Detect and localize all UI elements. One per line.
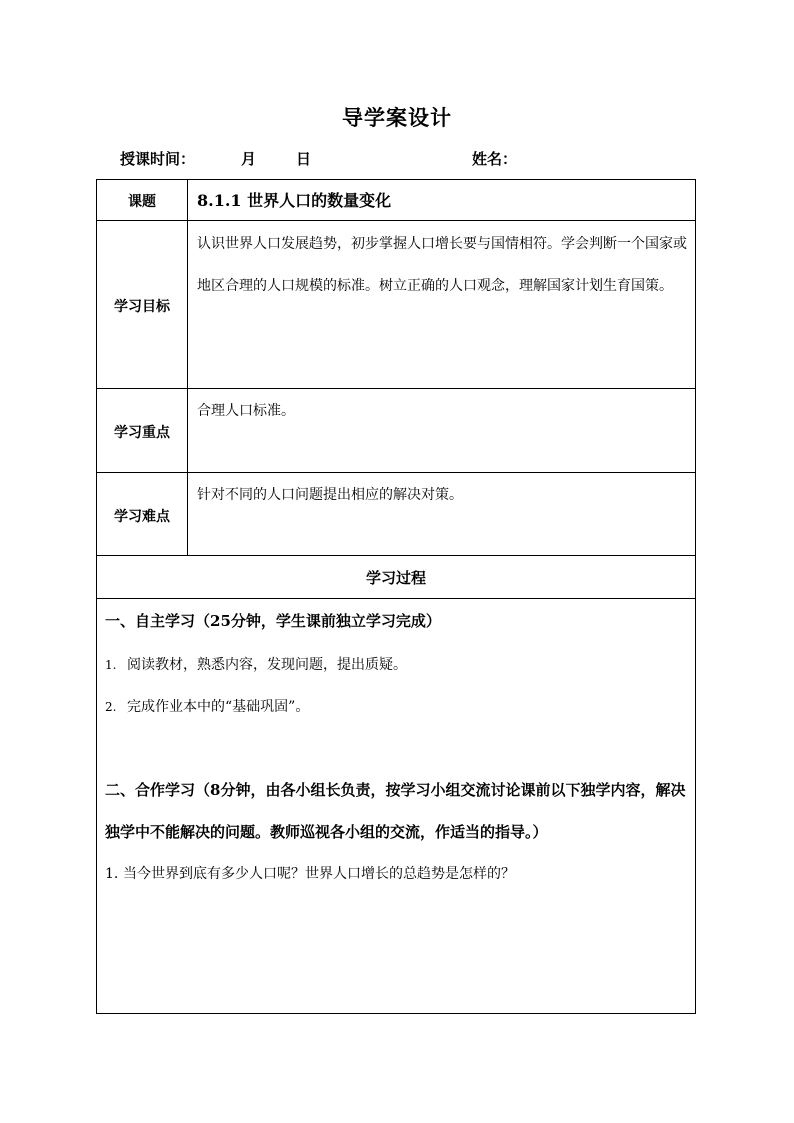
row-divider [97,555,695,556]
topic-value: 8.1.1 世界人口的数量变化 [197,191,392,210]
process-title: 学习过程 [365,569,426,587]
item-number: 2. [105,700,117,714]
row-divider [97,598,695,599]
objectives-label: 学习目标 [114,299,170,315]
topic-label: 课题 [128,194,156,210]
document-title: 导学案设计 [342,105,452,130]
lesson-plan-table [96,179,696,1014]
difficulties-label: 学习难点 [114,509,170,525]
key-points-label: 学习重点 [114,425,170,441]
time-label: 授课时间： [120,150,196,168]
cooperative-study-heading: 二、合作学习（8分钟，由各小组长负责，按学习小组交流讨论课前以下独学内容，解决独学中不能解决的问题。教师巡视各小组的交流，作适当的指导。） [105,781,686,841]
objectives-text: 认识世界人口发展趋势，初步掌握人口增长要与国情相符。学会判断一个国家或地区合理的人口规模的标准。树立正确的人口观念，理解国家计划生育国策。 [197,236,687,294]
difficulties-text: 针对不同的人口问题提出相应的解决对策。 [197,487,463,503]
item-text: 完成作业本中的“基础巩固”。 [127,699,310,715]
day-label: 日 [296,150,312,168]
list-item [105,654,407,674]
item-text: 阅读教材，熟悉内容，发现问题，提出质疑。 [127,657,407,673]
self-study-heading: 一、自主学习（25分钟，学生课前独立学习完成） [105,612,441,630]
column-divider [187,180,188,555]
name-label: 姓名： [472,150,518,168]
item-text: 当今世界到底有多少人口呢？世界人口增长的总趋势是怎样的？ [123,866,515,882]
item-number: 1. [105,658,117,672]
key-points-text: 合理人口标准。 [197,403,295,419]
list-item [105,863,515,883]
month-label: 月 [241,150,257,168]
header-info-row [0,148,794,170]
item-number: 1. [105,866,119,882]
list-item [105,696,309,716]
